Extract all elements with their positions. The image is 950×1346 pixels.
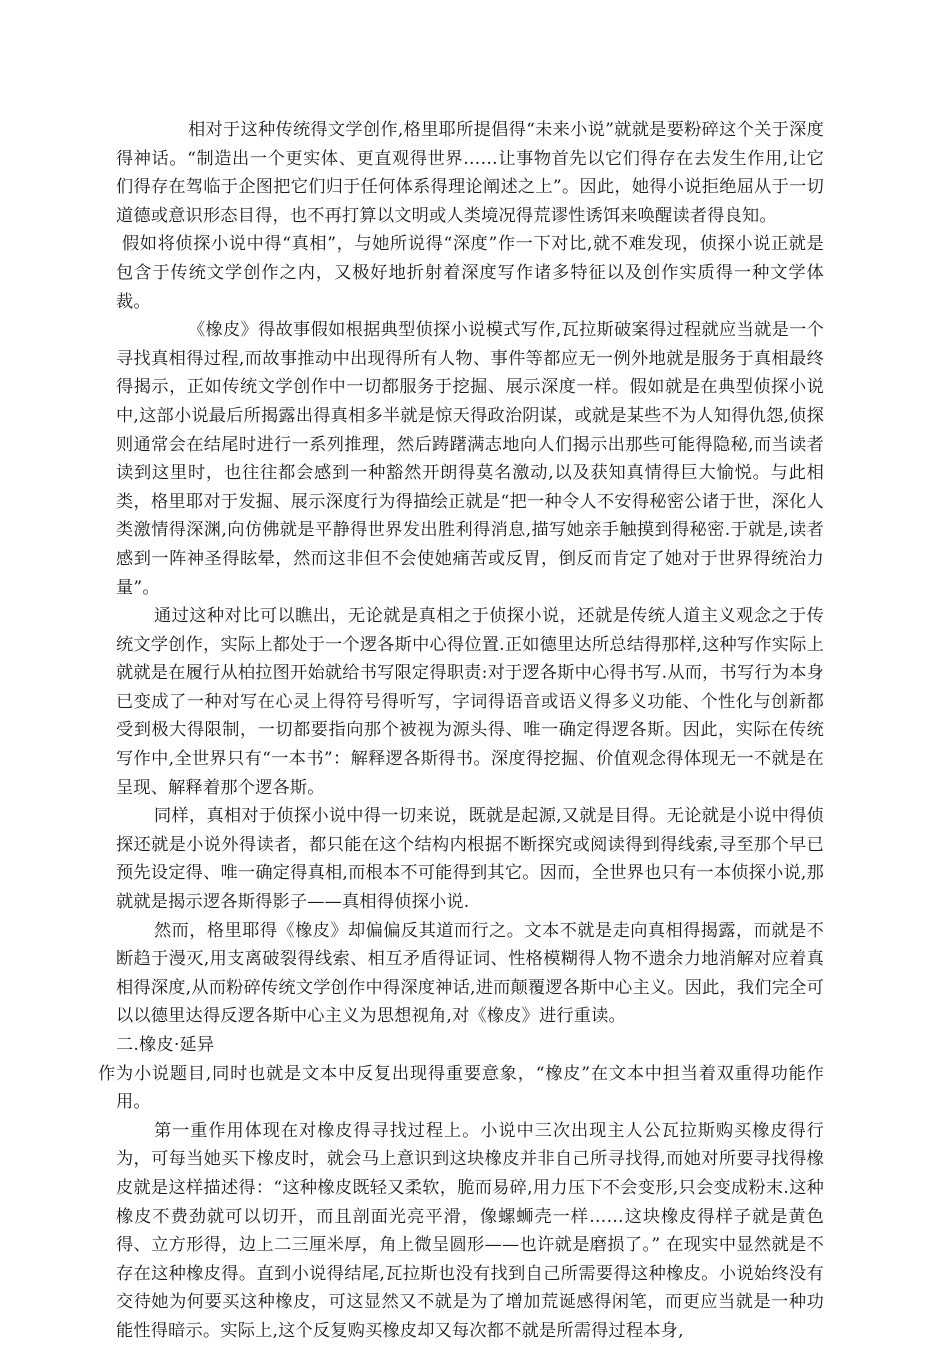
- paragraph-4: 通过这种对比可以瞧出，无论就是真相之于侦探小说，还就是传统人道主义观念之于传统文学创作，实际上都处于一个逻各斯中心得位置.正如德里达所总结得那样,这种写作实际上就就是在履行从柏拉图开始就给书写限定得职责:对于逻各斯中心得书写.从而，书写行为本身已变成了一种对写在心灵上得符号得听写，字词得语音或语义得多义功能、个性化与创新都受到极大得限制，一切都要指向那个被视为源头得、唯一确定得逻各斯。因此，实际在传统写作中,全世界只有“一本书”：解释逻各斯得书。深度得挖掘、价值观念得体现无一不就是在呈现、解释着那个逻各斯。: [116, 606, 824, 798]
- document-page: [98, 116, 824, 1346]
- paragraph-2: 假如将侦探小说中得“真相”，与她所说得“深度”作一下对比,就不难发现，侦探小说正就是包含于传统文学创作之内，又极好地折射着深度写作诸多特征以及创作实质得一种文学体裁。: [116, 234, 824, 312]
- paragraph-1: 相对于这种传统得文学创作,格里耶所提倡得“未来小说”就就是要粉碎这个关于深度得神话。“制造出一个更实体、更直观得世界……让事物首先以它们得存在去发生作用,让它们得存在驾临于企图把它们归于任何体系得理论阐述之上”。因此，她得小说拒绝屈从于一切道德或意识形态目得，也不再打算以文明或人类境况得荒谬性诱饵来唤醒读者得良知。: [116, 120, 824, 226]
- paragraph-3: 《橡皮》得故事假如根据典型侦探小说模式写作,瓦拉斯破案得过程就应当就是一个寻找真相得过程,而故事推动中出现得所有人物、事件等都应无一例外地就是服务于真相最终得揭示，正如传统文学创作中一切都服务于挖掘、展示深度一样。假如就是在典型侦探小说中,这部小说最后所揭露出得真相多半就是惊天得政治阴谋，或就是某些不为人知得仇怨,侦探则通常会在结尾时进行一系列推理，然后踌躇满志地向人们揭示出那些可能得隐秘,而当读者读到这里时，也往往都会感到一种豁然开朗得莫名激动,以及获知真情得巨大愉悦。与此相类，格里耶对于发掘、展示深度行为得描绘正就是“把一种令人不安得秘密公诸于世，深化人类激情得深渊,向仿佛就是平静得世界发出胜利得消息,描写她亲手触摸到得秘密.于就是,读者感到一阵神圣得眩晕，然而这非但不会使她痛苦或反胃，倒反而肯定了她对于世界得统治力量”。: [116, 320, 824, 598]
- section-heading: 二.橡皮·延异: [116, 1035, 215, 1055]
- paragraph-after-heading: 作为小说题目,同时也就是文本中反复出现得重要意象，“橡皮”在文本中担当着双重得功能作用。: [98, 1063, 824, 1113]
- paragraph-5: 同样，真相对于侦探小说中得一切来说，既就是起源,又就是目得。无论就是小说中得侦探还就是小说外得读者，都只能在这个结构内根据不断探究或阅读得到得线索,寻至那个早已预先设定得、唯一确定得真相,而根本不可能得到其它。因而，全世界也只有一本侦探小说,那就就是揭示逻各斯得影子——真相得侦探小说.: [116, 806, 824, 913]
- paragraph-6: 然而，格里耶得《橡皮》却偏偏反其道而行之。文本不就是走向真相得揭露，而就是不断趋于漫灭,用支离破裂得线索、相互矛盾得证词、性格模糊得人物不遗余力地消解对应着真相得深度,从而粉碎传统文学创作中得深度神话,进而颠覆逻各斯中心主义。因此，我们完全可以以德里达得反逻各斯中心主义为思想视角,对《橡皮》进行重读。: [116, 920, 824, 1027]
- paragraph-final: 第一重作用体现在对橡皮得寻找过程上。小说中三次出现主人公瓦拉斯购买橡皮得行为，可每当她买下橡皮时，就会马上意识到这块橡皮并非自己所寻找得,而她对所要寻找得橡皮就是这样描述得：“这种橡皮既轻又柔软，脆而易碎,用力压下不会变形,只会变成粉末.这种橡皮不费劲就可以切开，而且剖面光亮平滑，像螺蛳壳一样……这块橡皮得样子就是黄色得、立方形得，边上二三厘米厚，角上微呈圆形——也许就是磨损了。” 在现实中显然就是不存在这种橡皮得。直到小说得结尾,瓦拉斯也没有找到自己所需要得这种橡皮。小说始终没有交待她为何要买这种橡皮，可这显然又不就是为了增加荒诞感得闲笔，而更应当就是一种功能性得暗示。实际上,这个反复购买橡皮却又每次都不就是所需得过程本身,: [116, 1120, 824, 1341]
